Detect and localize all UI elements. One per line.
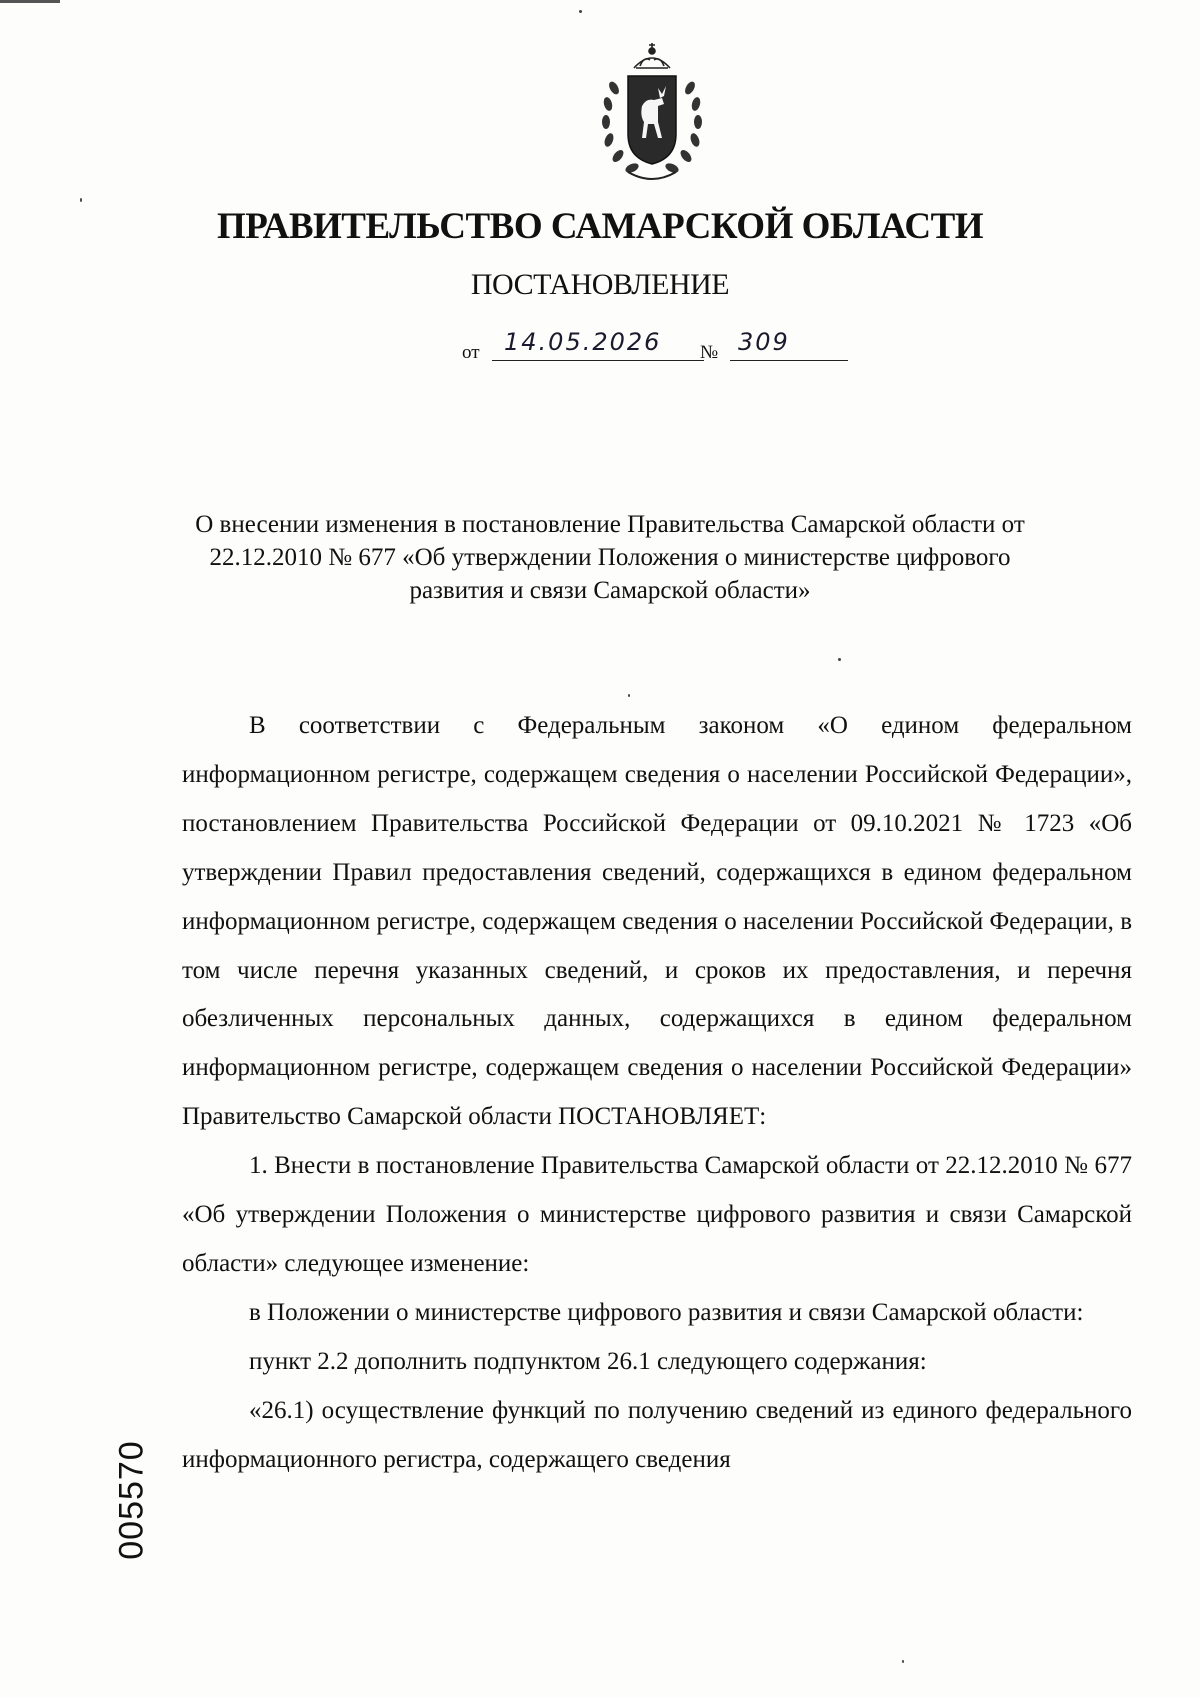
side-code-text: 005570 [112, 1440, 151, 1560]
document-body [182, 702, 1132, 1485]
body-paragraph: пункт 2.2 дополнить подпунктом 26.1 следующего содержания: [249, 1347, 927, 1375]
date-prefix: от [462, 342, 480, 363]
scan-corner-mark [0, 0, 60, 3]
body-paragraph: 1. Внести в постановление Правительства Самарской области от 22.12.2010 № 677 «Об утверждении Положения о министерстве цифрового развития и связи Самарской области» следующее изменение: [182, 1152, 1132, 1277]
scan-speck [80, 198, 82, 202]
government-title: ПРАВИТЕЛЬСТВО САМАРСКОЙ ОБЛАСТИ [216, 206, 984, 247]
scan-speck [838, 658, 841, 661]
scan-speck [579, 10, 582, 13]
body-paragraph: в Положении о министерстве цифрового развития и связи Самарской области: [249, 1298, 1084, 1326]
document-date: 14.05.2026 [492, 328, 704, 361]
number-prefix: № [700, 342, 719, 363]
document-number: 309 [730, 328, 848, 361]
side-registration-code [112, 1425, 152, 1575]
body-paragraph: «26.1) осуществление функций по получению сведений из единого федерального информационного регистра, содержащего сведения [182, 1396, 1132, 1473]
date-number-line [462, 328, 862, 368]
document-type: ПОСТАНОВЛЕНИЕ [470, 268, 730, 301]
samara-region-coat-of-arms-icon [592, 38, 712, 188]
body-paragraph: В соответствии с Федеральным законом «О едином федеральном информационном регистре, содержащем сведения о населении Российской Федерации», постановлением Правительства Российской Федерации от 09.10.2021 № 1723 «Об утверждении Правил предоставления сведений, содержащихся в едином федеральном информационном регистре, содержащем сведения о населении Российской Федерации, в том числе перечня указанных сведений, и сроков их предоставления, и перечня обезличенных персональных данных, содержащихся в едином федеральном информационном регистре, содержащем сведения о населении Российской Федерации» Правительство Самарской области ПОСТАНОВЛЯЕТ: [182, 712, 1132, 1131]
scan-speck [902, 1660, 904, 1663]
scan-speck [628, 694, 630, 697]
document-subject: О внесении изменения в постановление Правительства Самарской области от 22.12.2010 № 677 «Об утверждении Положения о министерстве цифрового развития и связи Самарской области» [195, 511, 1025, 604]
